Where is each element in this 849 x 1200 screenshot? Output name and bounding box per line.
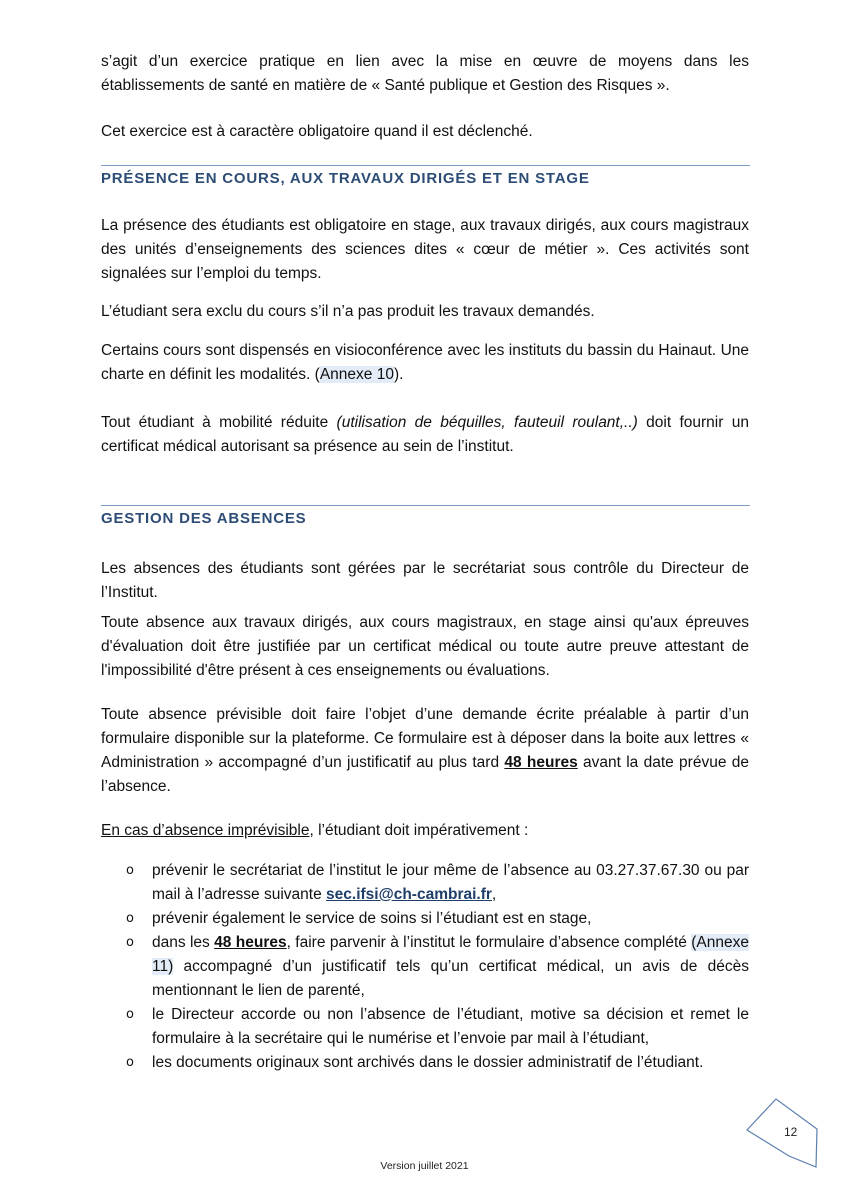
intro-mandatory-note: Cet exercice est à caractère obligatoire quand il est déclenché. [101, 123, 533, 140]
section-heading-presence: PRÉSENCE EN COURS, AUX TRAVAUX DIRIGÉS ET EN STAGE [101, 170, 590, 187]
absences-paragraph-2: Toute absence aux travaux dirigés, aux cours magistraux, en stage ainsi qu'aux épreuves d'évaluation doit être justifiée par un certificat médical ou toute autre preuve attestant de l'impossibilité d'être présent à ces enseignements ou évaluations. [101, 614, 749, 679]
section-rule [101, 165, 750, 166]
intro-paragraph: s’agit d’un exercice pratique en lien avec la mise en œuvre de moyens dans les établissements de santé en matière de « Santé publique et Gestion des Risques ». [101, 53, 749, 94]
presence-paragraph-3: Certains cours sont dispensés en visioconférence avec les instituts du bassin du Hainaut. Une charte en définit les modalités. (Annexe 10). [101, 342, 749, 383]
list-item: o dans les 48 heures, faire parvenir à l’institut le formulaire d’absence complété (Annexe 11) accompagné d’un justificatif tels qu’un certificat médical, un avis de décès mentionnant le lien de parenté, [126, 934, 749, 999]
presence-paragraph-1: La présence des étudiants est obligatoire en stage, aux travaux dirigés, aux cours magistraux des unités d’enseignements des sciences dites « cœur de métier ». Ces activités sont signalées sur l’emploi du temps. [101, 217, 749, 282]
footer-version: Version juillet 2021 [380, 1160, 469, 1172]
absences-paragraph-3: Toute absence prévisible doit faire l’objet d’une demande écrite préalable à partir d’un formulaire disponible sur la plateforme. Ce formulaire est à déposer dans la boite aux lettres « Administration » accompagné d’un justificatif au plus tard 48 heures avant la date prévue de l’absence. [101, 706, 749, 795]
absences-paragraph-1: Les absences des étudiants sont gérées par le secrétariat sous contrôle du Directeur de l’Institut. [101, 560, 749, 601]
presence-paragraph-4: Tout étudiant à mobilité réduite (utilisation de béquilles, fauteuil roulant,..) doit fournir un certificat médical autorisant sa présence au sein de l’institut. [101, 414, 749, 455]
list-item: o prévenir le secrétariat de l’institut le jour même de l’absence au 03.27.37.67.30 ou par mail à l’adresse suivante sec.ifsi@ch-cambrai.fr, [126, 862, 749, 903]
page-number: 12 [784, 1125, 798, 1139]
annex-10-link[interactable]: Annexe 10 [319, 366, 394, 383]
section-rule [101, 505, 750, 506]
absences-paragraph-4: En cas d’absence imprévisible, l’étudiant doit impérativement : [101, 822, 529, 839]
page-number-badge [740, 1095, 820, 1170]
list-item: o les documents originaux sont archivés dans le dossier administratif de l’étudiant. [126, 1054, 704, 1071]
absence-procedure-list [101, 859, 749, 1075]
section-heading-absences: GESTION DES ABSENCES [101, 510, 307, 527]
list-item: o prévenir également le service de soins si l’étudiant est en stage, [126, 910, 592, 927]
annex-11-link[interactable]: (Annexe 11) [152, 934, 749, 975]
presence-paragraph-2: L’étudiant sera exclu du cours s’il n’a pas produit les travaux demandés. [101, 303, 595, 320]
email-link[interactable]: sec.ifsi@ch-cambrai.fr [326, 886, 492, 903]
list-item: o le Directeur accorde ou non l’absence de l’étudiant, motive sa décision et remet le formulaire à la secrétaire qui le numérise et l’envoie par mail à l’étudiant, [126, 1006, 749, 1047]
page-corner-icon [740, 1095, 820, 1170]
